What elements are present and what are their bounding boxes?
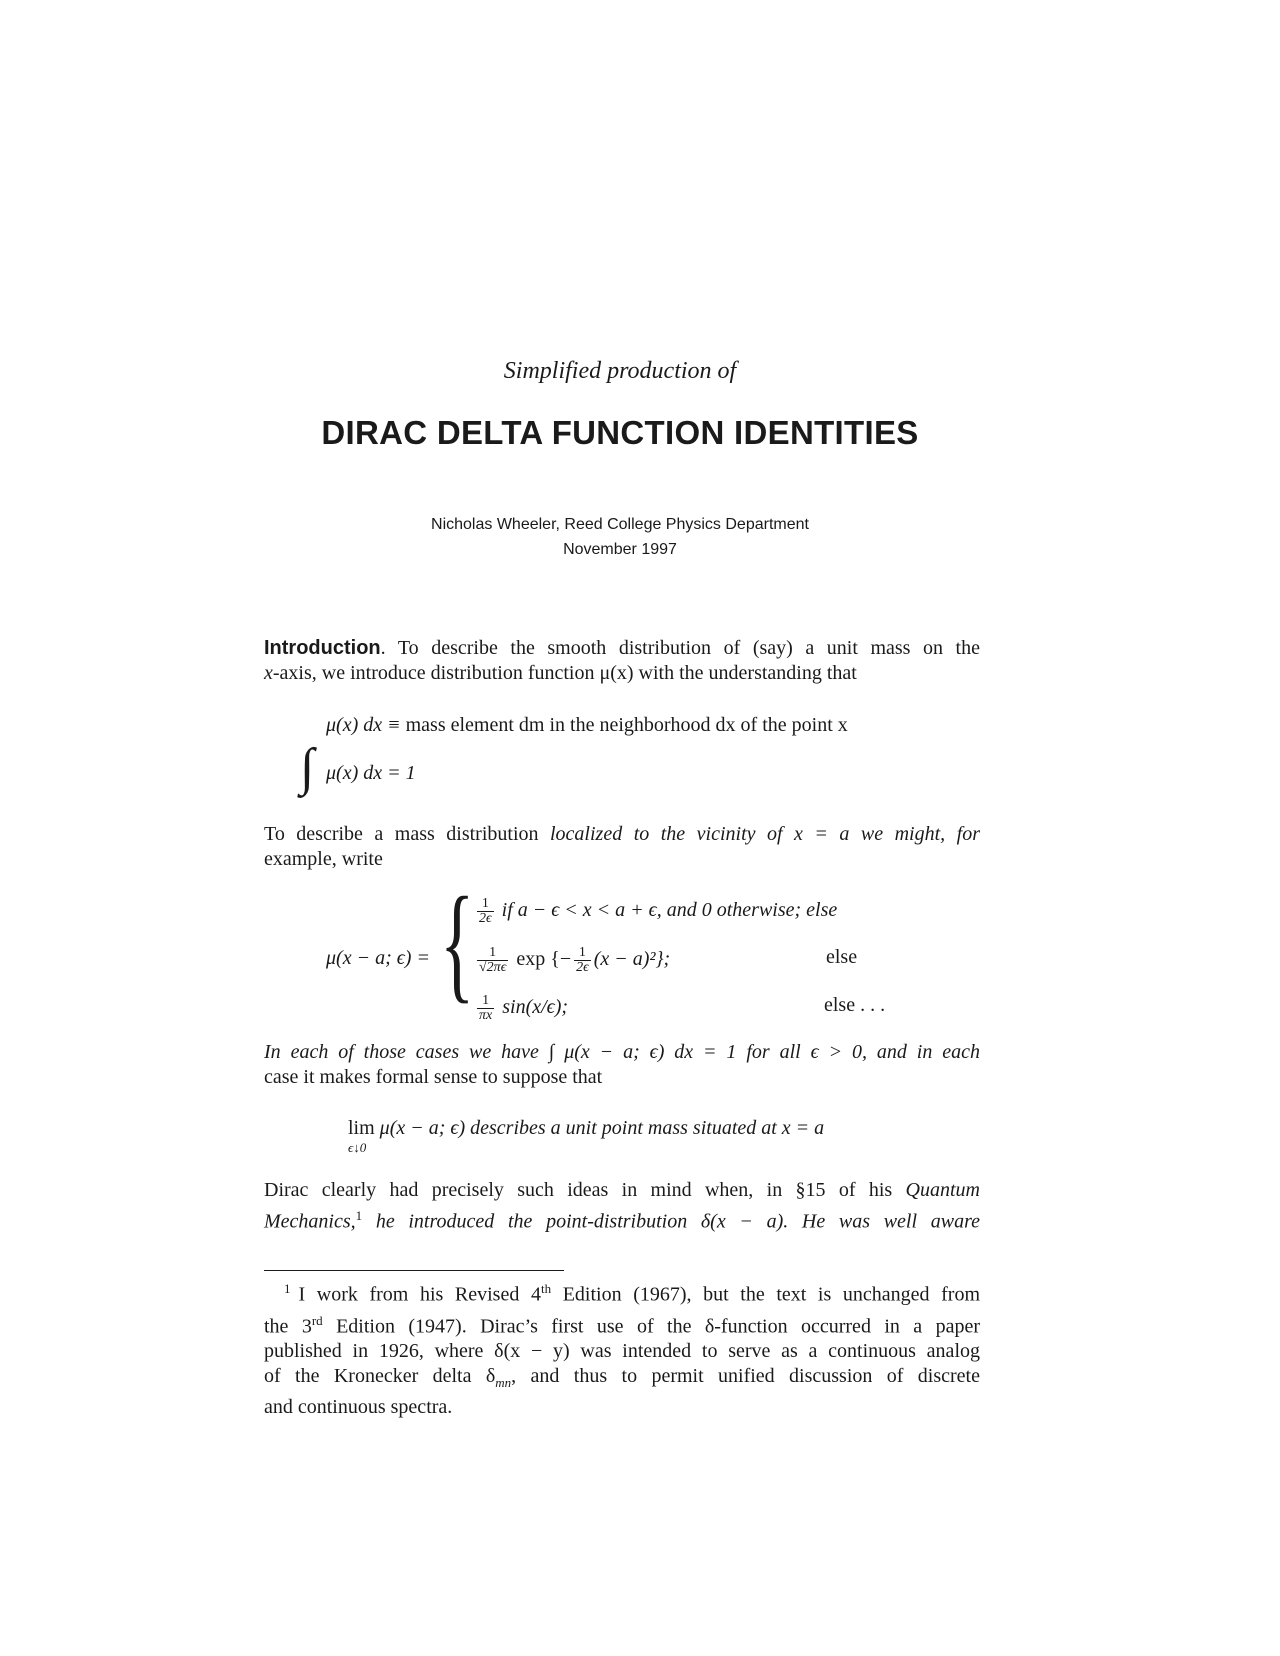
footnote-ref: 1 [355, 1208, 363, 1223]
case-3 [474, 994, 568, 1023]
limit-equation [348, 1117, 824, 1140]
footnote [264, 1276, 980, 1420]
limit-subscript: ϵ↓0 [348, 1140, 367, 1155]
dirac-text-b: he introduced the point-distribution δ(x − a). He was well aware [362, 1210, 980, 1233]
case-2-den: √2πϵ [479, 960, 507, 975]
case-1-num: 1 [477, 897, 494, 912]
cases-paragraph [264, 1040, 980, 1090]
case-2-inner-den: 2ϵ [576, 960, 589, 975]
footnote-text-1b: Edition (1967), but the text is unchanged from [551, 1283, 980, 1306]
intro-text-2: -axis, we introduce distribution function μ(x) with the understanding that [272, 662, 857, 684]
mass-element-equation [326, 714, 848, 737]
dirac-paragraph [264, 1178, 980, 1235]
case-2-inner-fraction [574, 946, 591, 975]
case-2-num: 1 [477, 946, 508, 961]
footnote-line-5: and continuous spectra. [264, 1396, 453, 1419]
dirac-italic-2: Mechanics, [264, 1210, 356, 1233]
localized-italic: localized to the vicinity of [550, 823, 783, 845]
section-heading: Introduction [264, 637, 381, 659]
footnote-marker: 1 [284, 1281, 291, 1296]
cases-brace: { [440, 871, 475, 1015]
case-1-text: if a − ϵ < x < a + ϵ, and 0 otherwise; else [496, 899, 838, 922]
author-line: Nicholas Wheeler, Reed College Physics Department [431, 516, 809, 533]
cases-line-1: In each of those cases we have ∫ μ(x − a; ϵ) dx = 1 for all ϵ > 0, and in each [264, 1041, 980, 1063]
paper-title: DIRAC DELTA FUNCTION IDENTITIES [321, 414, 919, 451]
date-line: November 1997 [563, 541, 677, 558]
footnote-line-2 [264, 1308, 980, 1340]
case-2-fraction [477, 946, 508, 975]
mass-element-rhs: mass element dm in the neighborhood dx of the point x [405, 714, 848, 736]
mass-element-lhs: μ(x) dx ≡ [326, 714, 406, 736]
localized-line-1 [264, 822, 980, 847]
footnote-rule [264, 1270, 564, 1271]
intro-line-1 [264, 636, 980, 661]
limit-operator: lim [348, 1117, 375, 1139]
footnote-text-1a: I work from his Revised 4 [298, 1283, 541, 1306]
dirac-line-2 [264, 1203, 980, 1235]
cases-lhs: μ(x − a; ϵ) = [326, 947, 430, 969]
integral-sign: ∫ [300, 739, 315, 796]
case-3-num: 1 [477, 994, 494, 1009]
case-1-den: 2ϵ [479, 911, 492, 926]
case-1-fraction [477, 897, 494, 926]
footnote-line-1 [264, 1276, 980, 1308]
case-2 [474, 946, 670, 975]
dirac-italic-1: Quantum [905, 1179, 980, 1201]
localized-text-c: x = a we might, for [782, 823, 980, 845]
case-2-exp: exp {− [511, 948, 572, 971]
intro-paragraph [264, 636, 980, 686]
limit-expr-a: μ(x − a; ϵ) describes a unit [374, 1117, 602, 1139]
intro-text-1: . To describe the smooth distribution of (say) a unit mass on the [380, 637, 980, 659]
intro-line-2 [264, 661, 980, 686]
case-2-inner-num: 1 [574, 946, 591, 961]
case-3-text: sin(x/ϵ); [497, 996, 569, 1019]
limit-expr-b: mass situated at x = a [642, 1117, 825, 1139]
dirac-text-a: Dirac clearly had precisely such ideas in mind when, in §15 of his [264, 1179, 906, 1201]
footnote-text-4b: , and thus to permit unified discussion of discrete [511, 1365, 980, 1388]
footnote-sup-1: th [540, 1281, 552, 1296]
paper-subtitle: Simplified production of [503, 358, 737, 384]
cases-line-2: case it makes formal sense to suppose that [264, 1066, 603, 1088]
footnote-text-2a: the 3 [264, 1315, 312, 1338]
dirac-line-1 [264, 1178, 980, 1203]
case-3-den: πx [479, 1008, 493, 1023]
case-1 [474, 897, 837, 926]
footnote-line-4 [264, 1364, 980, 1395]
footnote-line-3: published in 1926, where δ(x − y) was intended to serve as a continuous analog [264, 1340, 980, 1363]
footnote-sub-4: mn [495, 1375, 512, 1391]
case-3-fraction [477, 994, 494, 1023]
case-2-else: else [826, 946, 858, 968]
limit-italic: point [601, 1117, 643, 1139]
localized-line-2: example, write [264, 848, 383, 870]
footnote-text-2b: Edition (1947). Dirac’s first use of the δ-function occurred in a paper [322, 1315, 980, 1338]
localized-text-a: To describe a mass distribution [264, 823, 550, 845]
localized-paragraph [264, 822, 980, 872]
normalization-equation: μ(x) dx = 1 [326, 762, 416, 784]
footnote-text-4a: of the Kronecker delta δ [264, 1365, 496, 1388]
footnote-sup-2: rd [311, 1312, 323, 1328]
case-3-else: else . . . [824, 994, 886, 1016]
intro-var-x: x [264, 662, 273, 684]
case-2-tail: (x − a)²}; [593, 948, 671, 971]
